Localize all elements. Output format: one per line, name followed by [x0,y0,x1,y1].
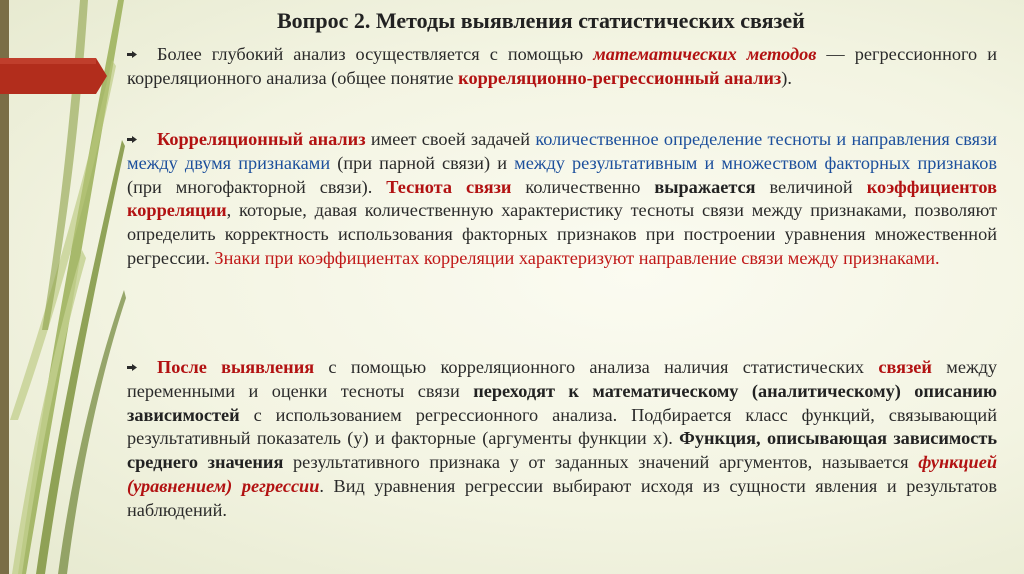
arrow-bullet-icon [127,51,137,58]
highlight-blue-definition: количественное определение тесноты и направления связи между двумя признаками [127,129,998,173]
text: имеет своей задачей [365,129,536,149]
highlight-corr-regr-analysis: корреляционно-регрессионный анализ [458,67,782,88]
paragraph-3 [127,356,997,523]
highlight-signs: Знаки при коэффициентах корреляции характеризуют направление связи между признаками. [214,247,940,268]
text: . Вид уравнения регрессии выбирают исходя из сущности явления и результатов наблюдений. [127,475,997,520]
bold-expressed: выражается [654,176,756,197]
highlight-corr-analysis: Корреляционный анализ [157,129,366,149]
text: количественно [511,176,655,197]
highlight-links: связей [878,357,932,377]
arrow-bullet-icon [127,136,137,143]
highlight-corr-coefficients: коэффициентов корреляции [127,176,997,221]
text: (при парной связи) и [330,152,515,173]
highlight-math-methods: математических методов [593,44,817,64]
text: с использованием регрессионного анализа. Подбирается класс функций, связывающий результативный показатель (у) и факторные (аргументы функции х). [127,404,997,449]
text: между переменными и оценки тесноты связи [127,357,998,401]
text: с помощью корреляционного анализа наличия статистических [314,357,879,377]
text: — регрессионного и корреляционного анализа (общее понятие [127,44,997,88]
arrow-bullet-icon [127,364,137,371]
text: , которые, давая количественную характеристику тесноты связи между признаками, позволяют определить корректность использования факторных признаков при построении уравнения множественной регрессии. [127,200,997,268]
highlight-tightness: Теснота связи [386,176,512,197]
bold-function-definition: Функция, описывающая зависимость среднего значения [127,428,997,473]
text: величиной [755,176,867,197]
text: Более глубокий анализ осуществляется с помощью [157,44,594,64]
highlight-regression-function: функцией (уравнением) регрессии [127,452,997,496]
bold-math-description: переходят к математическому (аналитическому) описанию зависимостей [127,380,998,425]
highlight-after-detection: После выявления [157,357,315,377]
slide-title: Вопрос 2. Методы выявления статистических связей [277,8,805,33]
paragraph-2 [127,128,997,271]
text: результативного признака у от заданных значений аргументов, называется [283,452,919,473]
text: ). [781,67,792,88]
paragraph-1 [127,43,997,91]
text: (при многофакторной связи). [127,176,387,197]
highlight-blue-multifactor: между результативным и множеством факторных признаков [514,152,997,173]
